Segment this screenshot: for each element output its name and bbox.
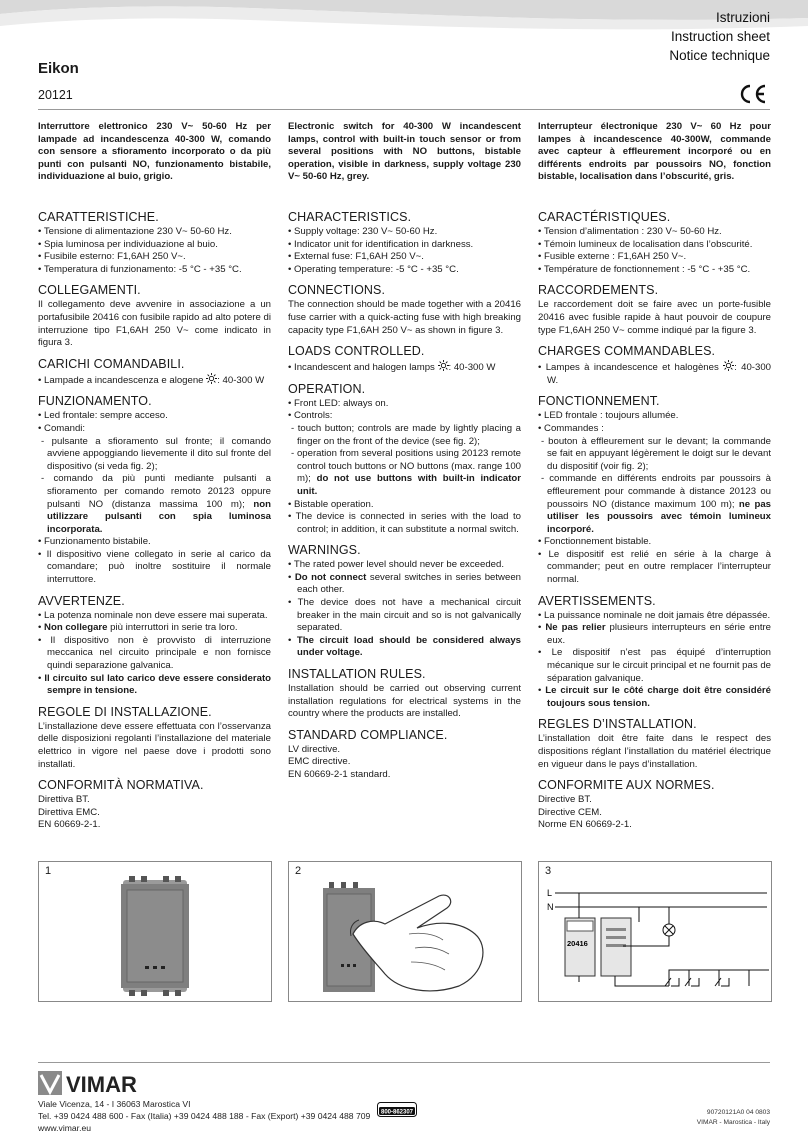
section-loads [538,343,771,387]
section-title: CARICHI COMANDABILI. [38,356,185,371]
list-item: • Le dispositif est relié en série à la charge à commander; peut en outre remplacer l’interrupteur normal. [538,548,771,586]
logo-text: VIMAR [66,1072,137,1096]
section-warnings [38,593,271,698]
toll-free-number: 800-862307 [380,1109,414,1116]
list-item: - bouton à effleurement sur le devant; la commande se fait en appuyant légèrement le doigt sur le devant du dispositif (voir fig. 2); [541,435,771,472]
section-title: LOADS CONTROLLED. [288,344,425,359]
list-item: - commande en différents endroits par poussoirs à effleurement pour commande à distance 20123 ou poussoirs NO (distance maximum 100 m); ne pas utiliser les poussoirs avec témoin lumineux incorporé. [541,473,771,535]
list-item: • Led frontale: sempre acceso. [38,410,168,422]
list-item: • Il dispositivo viene collegato in serie al carico da comandare; può inoltre sostituire il normale interruttore. [38,548,271,586]
figure-3 [538,861,772,1002]
list-item: • Spia luminosa per individuazione al buio. [38,238,218,250]
doc-code: 90720121A0 04 0803 [706,1109,770,1116]
section-characteristics [538,209,771,276]
figure-number: 1 [45,865,52,877]
list-item: • Il dispositivo non è provvisto di interruzione meccanica nel circuito principale e non fornisce quindi separazione galvanica. [38,634,271,672]
section-title: CONFORMITE AUX NORMES. [538,778,715,793]
section-title: CHARGES COMMANDABLES. [538,344,716,359]
section-title: RACCORDEMENTS. [538,283,659,298]
figure-2 [288,861,522,1002]
section-installation [288,666,521,721]
section-characteristics [38,209,271,276]
section-operation [538,393,771,586]
list-item: • Indicator unit for identification in darkness. [288,238,474,250]
neutral-label: N [547,902,554,912]
compliance-line: EN 60669-2-1. [38,819,101,831]
lamp-icon [438,360,449,371]
website-link[interactable]: www.vimar.eu [38,1122,92,1133]
list-item: • The device is connected in series with the load to control; in addition, it can substitute a normal switch. [288,511,521,535]
compliance-line: EMC directive. [288,756,351,768]
list-item: • Incandescent and halogen lamps : 40-300 W [288,362,496,374]
list-item: • La puissance nominale ne doit jamais être dépassée. [538,609,771,621]
list-item: • Temperatura di funzionamento: -5 °C - +35 °C. [38,263,242,275]
section-title: AVERTISSEMENTS. [538,593,656,608]
list-item: • Operating temperature: -5 °C - +35 °C. [288,263,459,275]
compliance-line: Directive BT. [538,794,592,806]
language-column [538,121,771,832]
section-title: CARATTERISTICHE. [38,210,159,224]
product-code: 20121 [38,88,73,102]
section-title: REGLES D’INSTALLATION. [538,717,697,732]
compliance-line: Directive CEM. [538,806,602,818]
list-item: • Funzionamento bistabile. [38,536,151,548]
section-title: AVVERTENZE. [38,593,125,608]
list-item: • Tension d’alimentation : 230 V~ 50-60 Hz. [538,226,722,237]
list-item: • Supply voltage: 230 V~ 50-60 Hz. [288,226,438,237]
document-reference [697,1108,770,1128]
vimar-logo [38,1070,148,1096]
section-installation [538,716,771,771]
section-characteristics [288,209,521,276]
compliance-line: Direttiva BT. [38,794,90,806]
language-column [38,121,271,832]
list-item: - touch button; controls are made by lightly placing a finger on the front of the device (see fig. 2); [291,422,521,447]
list-item: • Controls: [288,410,333,422]
section-compliance [38,777,271,832]
section-title: REGOLE DI INSTALLAZIONE. [38,704,212,719]
list-item: • Température de fonctionnement : -5 °C - +35 °C. [538,263,751,275]
wiring-diagram [539,862,771,1001]
lamp-icon [206,373,217,384]
section-title: CHARACTERISTICS. [288,210,412,224]
list-item: • Ne pas relier plusieurs interrupteurs en série entre eux. [538,622,772,646]
section-title: CONNECTIONS. [288,283,386,298]
list-item: • Le dispositif n’est pas équipé d’interruption mécanique sur le circuit principal et ne fournit pas de séparation galvanique. [538,647,771,684]
section-text: L’installazione deve essere effettuata con l’osservanza delle disposizioni regolanti l’installazione del materiale elettrico in vigore nel paese dove i prodotti sono installati. [38,720,271,770]
section-text: Installation should be carried out observing current installation regulations for electrical systems in the country where the products are installed. [288,683,521,720]
list-item: • Témoin lumineux de localisation dans l’obscurité. [538,238,753,250]
line-label: L [547,888,553,898]
section-title: FONCTIONNEMENT. [538,394,660,409]
divider [38,1062,770,1063]
title-english: Instruction sheet [670,29,770,44]
figure-1 [38,861,272,1002]
list-item: • Fusible externe : F1,6AH 250 V~. [538,251,687,263]
section-title: CONFORMITÀ NORMATIVA. [38,778,204,793]
list-item: - pulsante a sfioramento sul fronte; il comando avviene appoggiando lievemente il dito sul fronte del dispositivo (si veda fig. 2); [41,435,271,472]
ce-mark-icon [738,83,768,105]
list-item: • La potenza nominale non deve essere mai superata. [38,609,268,621]
list-item: • Commandes : [538,422,604,434]
list-item: • Lampade a incandescenza e alogene : 40-300 W [38,374,265,386]
title-french: Notice technique [669,48,770,63]
list-item: • Il circuito sul lato carico deve essere considerato sempre in tensione. [38,672,271,697]
list-item: • The circuit load should be considered always under voltage. [288,634,521,659]
section-connections [288,282,521,337]
lamp-icon [723,360,734,371]
section-text: L’installation doit être faite dans le respect des dispositions réglant l’installation du matériel électrique en vigueur dans le pays d’installation. [538,733,771,770]
switch-module-illustration [39,862,271,1001]
list-item: • Fonctionnement bistable. [538,536,652,548]
section-warnings [288,542,521,660]
product-description: Electronic switch for 40-300 W incandescent lamps, control with built-in touch sensor or from several positions with NO buttons, bistable operation, visible in darkness, supply voltage 230 V~ 50-60 Hz, grey. [288,121,521,183]
document-titles [669,8,770,65]
list-item: • Comandi: [38,422,86,434]
section-compliance [288,727,521,782]
section-operation [38,393,271,586]
section-title: COLLEGAMENTI. [38,283,141,298]
compliance-line: LV directive. [288,743,341,755]
section-loads [38,356,271,388]
section-text: Le raccordement doit se faire avec un porte-fusible 20416 avec fusible rapide à haut pouvoir de coupure type F1,6AH 250 V~ comme indiqué par la figure 3. [538,299,771,336]
toll-free-badge [377,1102,417,1117]
section-warnings [538,593,771,711]
divider [38,109,770,110]
section-title: CARACTÉRISTIQUES. [538,210,671,224]
product-description: Interruttore elettronico 230 V~ 50-60 Hz per lampade ad incandescenza 40-300 W, comando con sensore a sfioramento incorporato o da più punti con pulsanti NO, funzionamento bistabile, individuazione al buio, grigio. [38,121,271,183]
phone-line: Tel. +39 0424 488 600 - Fax (Italia) +39 0424 488 188 - Fax (Export) +39 0424 488 709 [38,1110,371,1121]
language-column [288,121,521,782]
list-item: • Non collegare più interruttori in serie tra loro. [38,622,238,634]
company-address [38,1099,370,1134]
section-compliance [538,777,771,832]
list-item: • The device does not have a mechanical circuit breaker in the main circuit and so is not galvanically separated. [288,597,522,634]
product-description: Interrupteur électronique 230 V~ 60 Hz pour lampes à incandescence 40-300W, commande avec capteur à effleurement incorporé ou en différents endroits par poussoirs NO, fonction bistable, localisation dans l’obscurité, gris. [538,121,771,183]
touch-operation-illustration [289,862,521,1001]
list-item: • Front LED: always on. [288,397,389,409]
address-line: Viale Vicenza, 14 - I 36063 Marostica VI [38,1099,191,1109]
section-connections [538,282,771,337]
list-item: • Bistable operation. [288,498,374,510]
section-title: WARNINGS. [288,543,361,558]
section-operation [288,381,521,537]
list-item: • Fusibile esterno: F1,6AH 250 V~. [38,251,186,263]
list-item: - comando da più punti mediante pulsanti a sfioramento per comando remoto 20123 oppure pulsanti NO (distanza massima 100 m); non utilizzare pulsanti con spia luminosa incorporata. [41,473,272,535]
company-line: VIMAR - Marostica - Italy [696,1119,770,1126]
title-italian: Istruzioni [715,10,770,25]
section-title: INSTALLATION RULES. [288,667,426,682]
figure-number: 3 [545,865,552,877]
section-loads [288,343,521,375]
list-item: • Lampes à incandescence et halogènes : 40-300 W. [538,362,771,386]
list-item: • The rated power level should never be exceeded. [288,559,504,571]
list-item: • Le circuit sur le côté charge doit être considéré toujours sous tension. [538,685,771,709]
compliance-line: EN 60669-2-1 standard. [288,769,391,780]
list-item: • LED frontale : toujours allumée. [538,410,679,422]
list-item: • External fuse: F1,6AH 250 V~. [288,251,424,263]
section-text: Il collegamento deve avvenire in associazione a un portafusibile 20416 con fusibile rapido ad alto potere di interruzione tipo F1,6AH 250 V~ come indicato in figura 3. [38,299,271,349]
section-installation [38,704,271,771]
section-title: STANDARD COMPLIANCE. [288,727,448,742]
compliance-line: Direttiva EMC. [38,806,100,818]
section-title: OPERATION. [288,381,366,396]
compliance-line: Norme EN 60669-2-1. [538,819,632,831]
section-connections [38,282,271,349]
figure-number: 2 [295,865,302,877]
list-item: - operation from several positions using 20123 remote control touch buttons or NO buttons (max. range 100 m); do not use buttons with built-in indicator unit. [291,448,521,497]
section-title: FUNZIONAMENTO. [38,394,152,409]
fuse-holder-label: 20416 [567,939,588,948]
list-item: • Do not connect several switches in series between each other. [288,571,521,596]
product-line: Eikon [38,60,79,77]
list-item: • Tensione di alimentazione 230 V~ 50-60 Hz. [38,226,232,237]
section-text: The connection should be made together with a 20416 fuse carrier with a quick-acting fuse with high breaking capacity type F1,6AH 250 V~ as shown in figure 3. [288,299,521,336]
